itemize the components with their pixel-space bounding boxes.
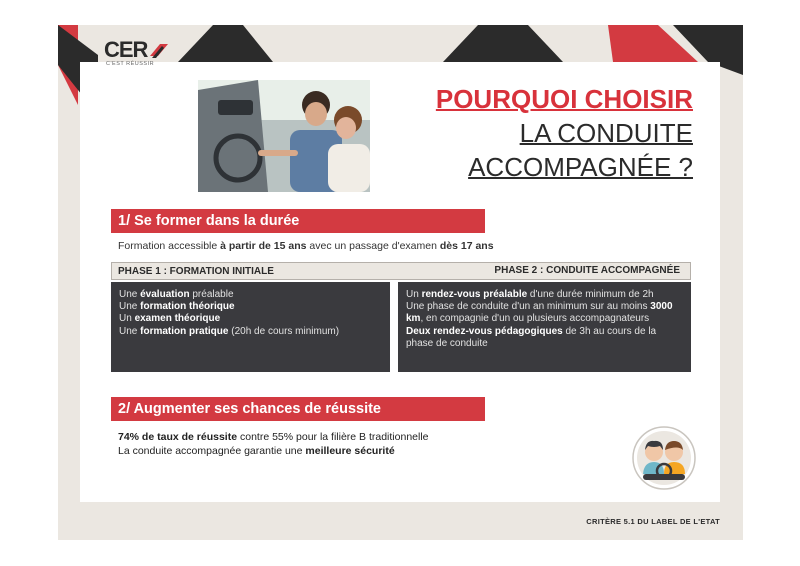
title-line-3: ACCOMPAGNÉE ? xyxy=(468,152,693,182)
driving-lesson-photo xyxy=(198,80,370,192)
section-2-heading: 2/ Augmenter ses chances de réussite xyxy=(111,397,485,421)
phase-header-bar xyxy=(111,262,691,280)
list-item: Deux rendez-vous pédagogiques de 3h au cours de la phase de conduite xyxy=(406,325,657,349)
footer-label: CRITÈRE 5.1 DU LABEL DE L'ETAT xyxy=(586,517,720,526)
list-item: Une évaluation préalable xyxy=(119,289,234,300)
logo: CER xyxy=(104,37,148,62)
phase-1-box xyxy=(111,282,390,372)
section-1-heading: 1/ Se former dans la durée xyxy=(111,209,485,233)
page-title xyxy=(436,82,693,184)
list-item: Un examen théorique xyxy=(119,313,221,325)
section-1-intro: Formation accessible à partir de 15 ans avec un passage d'examen dès 17 ans xyxy=(118,240,494,252)
phase-2-label: PHASE 2 : CONDUITE ACCOMPAGNÉE xyxy=(494,265,680,276)
drivers-badge-icon xyxy=(632,426,696,490)
list-item: Un rendez-vous préalable d'une durée minimum de 2h xyxy=(406,289,654,300)
list-item: Une formation théorique xyxy=(119,301,235,313)
phase-1-label: PHASE 1 : FORMATION INITIALE xyxy=(118,266,274,277)
title-line-1: POURQUOI CHOISIR xyxy=(435,84,693,114)
logo-mark-icon xyxy=(150,42,168,58)
list-item: Une phase de conduite d'un an minimum sur au moins 3000 km, en compagnie d'un ou plusieurs accompagnateurs xyxy=(406,301,673,325)
list-item: Une formation pratique (20h de cours minimum) xyxy=(119,325,340,337)
section-2-stats xyxy=(118,430,429,458)
stat-line: La conduite accompagnée garantie une meilleure sécurité xyxy=(118,445,395,457)
stat-line: 74% de taux de réussite contre 55% pour la filière B traditionnelle xyxy=(118,431,429,443)
logo-tagline: C'EST RÉUSSIR xyxy=(106,61,155,67)
title-line-2: LA CONDUITE xyxy=(519,118,693,148)
phase-2-box xyxy=(398,282,691,372)
